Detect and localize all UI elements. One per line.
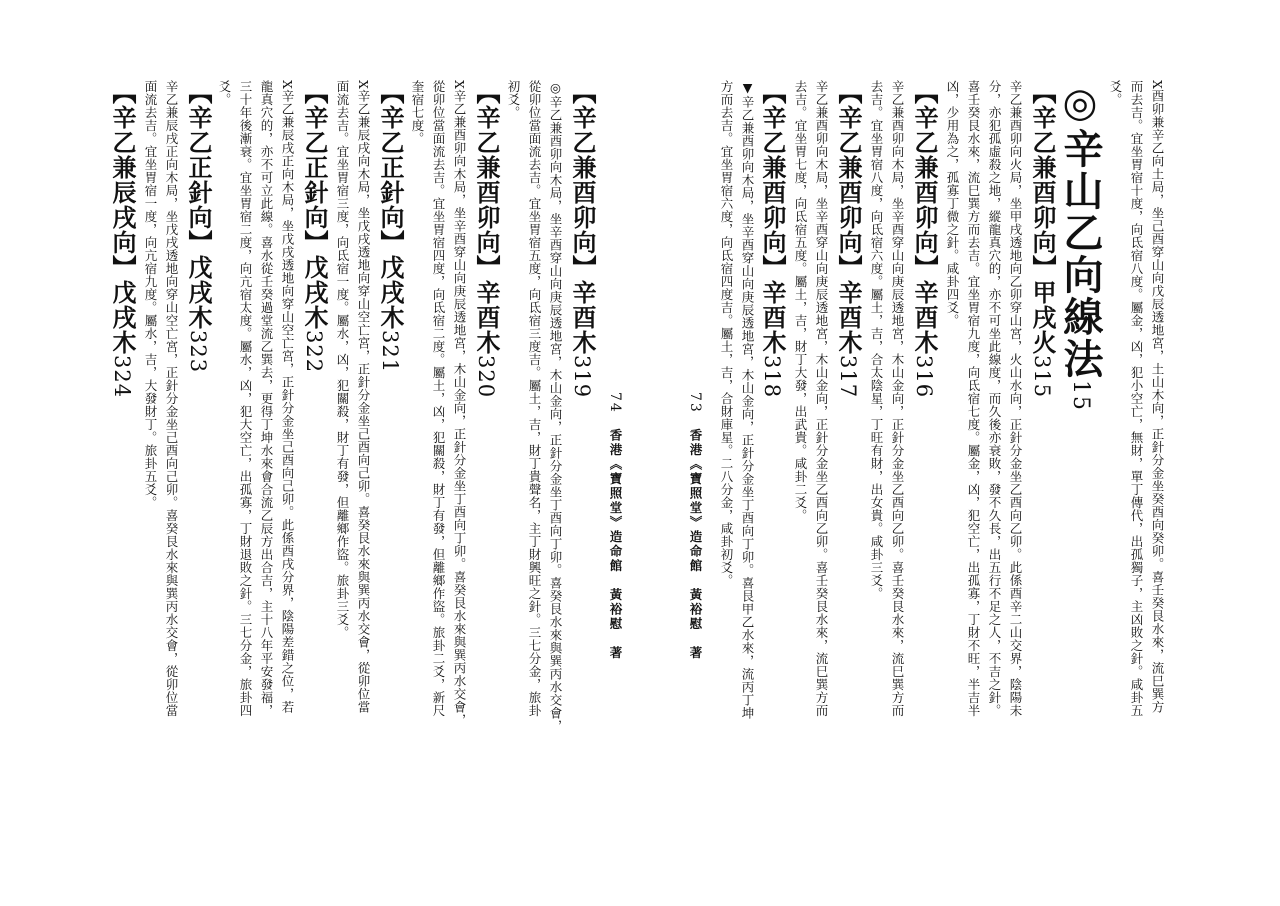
text-line: X辛乙兼辰戌正向木局，坐戊戌透地向穿山空亡宮，正針分金坐己酉向己卯。此係酉戌分界，陰陽差錯之位，若 xyxy=(280,80,295,714)
entry-heading-text: 【辛乙正針向】戊戌木 xyxy=(376,80,404,330)
text-line: ◎辛乙兼酉卯向木局，坐辛酉穿山向庚辰透地宮，木山金向，正針分金坐丁酉向丁卯。喜癸艮水來與巽丙水交會， xyxy=(548,80,563,733)
entry-heading-text: 【辛乙正針向】戊戌木 xyxy=(184,80,212,330)
entry-heading-text: 【辛乙兼酉卯向】辛酉木 xyxy=(472,80,500,355)
section-title-number: 15 xyxy=(1068,380,1093,412)
entry-heading xyxy=(570,80,594,398)
entry-number: 316 xyxy=(912,355,936,399)
text-line: 初爻。 xyxy=(506,80,521,119)
text-line: 從卯位當面流去吉。宜坐胃宿五度，向氐宿三度吉。屬土，吉，財丁貴聲名，主丁財興旺之針。三七分金，旅卦 xyxy=(527,80,542,717)
entry-heading xyxy=(186,80,210,373)
text-line: 龍真穴的，亦不可立此線。喜水從壬癸過堂流乙巽去，更得丁坤水來會合流乙辰方出合吉，主十八年平安發福， xyxy=(259,80,274,717)
text-line: 去吉。宜坐胃宿八度，向氐宿六度。屬土，吉，合太陰星，丁旺有財，出女貴。咸卦三爻。 xyxy=(869,80,884,600)
text-line: ▼辛乙兼酉卯向木局，坐辛酉穿山向庚辰透地宮，木山金向，正針分金坐丁酉向丁卯。喜艮甲乙水來，流丙丁坤 xyxy=(740,80,755,720)
text-line: 面流去吉。宜坐胃宿三度，向氐宿一度。屬水，凶，犯關殺，財丁有發，但離鄉作盜。旅卦三爻。 xyxy=(335,80,350,639)
entry-number: 322 xyxy=(302,330,326,374)
text-line: 辛乙兼酉卯向木局，坐辛酉穿山向庚辰透地宮，木山金向，正針分金坐乙酉向乙卯。喜壬癸艮水來，流巳巽方而 xyxy=(814,80,829,717)
entry-heading xyxy=(1030,80,1054,398)
entry-heading-text: 【辛乙兼酉卯向】甲戌火 xyxy=(1028,80,1056,355)
text-line: 分，亦犯孤虛殺之地，縱龍真穴的，亦不可坐此線度，而久後亦衰敗，發不久長，出五行不足之人，不吉之針。 xyxy=(987,80,1002,717)
text-line: 面流去吉。宜坐胃宿一度，向亢宿九度。屬水，吉，大發財丁。旅卦五爻。 xyxy=(143,80,158,509)
entry-number: 319 xyxy=(570,355,594,399)
text-line: 喜壬癸艮水來，流巳巽方而去吉。宜坐胃宿九度，向氐宿七度。屬金，凶，犯空亡，出孤寡，丁財不旺，半吉半 xyxy=(966,80,981,717)
text-line: 方而去吉。宜坐胃宿六度，向氐宿四度吉。屬土，吉，合財庫星。二八分金，咸卦初爻。 xyxy=(719,80,734,587)
text-line: 爻。 xyxy=(1108,80,1123,106)
entry-heading-text: 【辛乙兼辰戌向】戊戌木 xyxy=(108,80,136,355)
entry-heading xyxy=(378,80,402,373)
entry-number: 323 xyxy=(186,330,210,374)
entry-number: 315 xyxy=(1030,355,1054,399)
section-title xyxy=(1057,80,1103,412)
text-line: 從卯位當面流去吉。宜坐胃宿四度，向氐宿二度。屬土，凶，犯關殺，財丁有發，但離鄉作盜。旅卦二爻，新尺 xyxy=(431,80,446,717)
entry-number: 320 xyxy=(474,355,498,399)
page-number: 74 xyxy=(607,392,623,414)
text-line: 去吉。宜坐胃七度，向氐宿五度。屬土，吉，財丁大發，出武貴。咸卦二爻。 xyxy=(793,80,808,522)
footer-text: 香港《寶照堂》造命館 黃裕慰 著 xyxy=(608,428,623,661)
footer-text: 香港《寶照堂》造命館 黃裕慰 著 xyxy=(688,428,703,661)
section-title-text: ◎辛山乙向線法 xyxy=(1057,80,1103,380)
entry-heading xyxy=(836,80,860,398)
entry-heading xyxy=(110,80,134,398)
entry-heading-text: 【辛乙兼酉卯向】辛酉木 xyxy=(758,80,786,355)
text-line: 奎宿七度。 xyxy=(410,80,425,145)
text-line: 辛乙兼酉卯向木局，坐辛酉穿山向庚辰透地宮，木山金向，正針分金坐乙酉向乙卯。喜壬癸艮水來，流巳巽方而 xyxy=(890,80,905,717)
entry-heading-text: 【辛乙正針向】戊戌木 xyxy=(300,80,328,330)
text-line: 三十年後漸衰。宜坐胃宿二度，向亢宿太度。屬水，凶，犯大空亡，出孤寡，丁財退敗之針。三七分金，旅卦四 xyxy=(238,80,253,717)
entry-heading xyxy=(912,80,936,398)
entry-heading-text: 【辛乙兼酉卯向】辛酉木 xyxy=(910,80,938,355)
entry-heading xyxy=(474,80,498,398)
entry-heading xyxy=(302,80,326,373)
entry-number: 318 xyxy=(760,355,784,399)
text-line: X酉卯兼辛乙向土局，坐己酉穿山向戊辰透地宮，土山木向，正針分金坐癸酉向癸卯。喜壬癸艮水來，流巳巽方 xyxy=(1150,80,1165,714)
entry-number: 317 xyxy=(836,355,860,399)
entry-heading-text: 【辛乙兼酉卯向】辛酉木 xyxy=(834,80,862,355)
page-footer xyxy=(608,392,622,660)
text-line: 爻。 xyxy=(217,80,232,106)
entry-number: 321 xyxy=(378,330,402,374)
entry-heading-text: 【辛乙兼酉卯向】辛酉木 xyxy=(568,80,596,355)
text-line: X辛乙兼辰戌向木局，坐戊戌透地向穿山空亡宮，正針分金坐己酉向己卯。喜癸艮水來與巽丙水交會，從卯位當 xyxy=(356,80,371,714)
text-line: 辛乙兼酉卯向火局，坐甲戌透地向乙卯穿山宮，火山水向，正針分金坐乙酉向乙卯。此係酉辛二山交界，陰陽未 xyxy=(1008,80,1023,717)
text-line: X辛乙兼酉卯向木局，坐辛酉穿山向庚辰透地宮，木山金向，正針分金坐丁酉向丁卯。喜癸艮水來與巽丙水交會， xyxy=(452,80,467,727)
page-number: 73 xyxy=(687,392,703,414)
entry-number: 324 xyxy=(110,355,134,399)
text-line: 凶，少用為之，孤寡丁微之針。咸卦四爻。 xyxy=(945,80,960,327)
text-line: 而去吉。宜坐胃宿十度，向氐宿八度。屬金，凶，犯小空亡，無財，單丁傳代，出孤獨子，主凶敗之針。咸卦五 xyxy=(1129,80,1144,717)
entry-heading xyxy=(760,80,784,398)
page-footer xyxy=(688,392,702,660)
text-line: 辛乙兼辰戌正向木局，坐戊戌透地向穿山空亡宮，正針分金坐己酉向己卯。喜癸艮水來與巽丙水交會，從卯位當 xyxy=(164,80,179,717)
